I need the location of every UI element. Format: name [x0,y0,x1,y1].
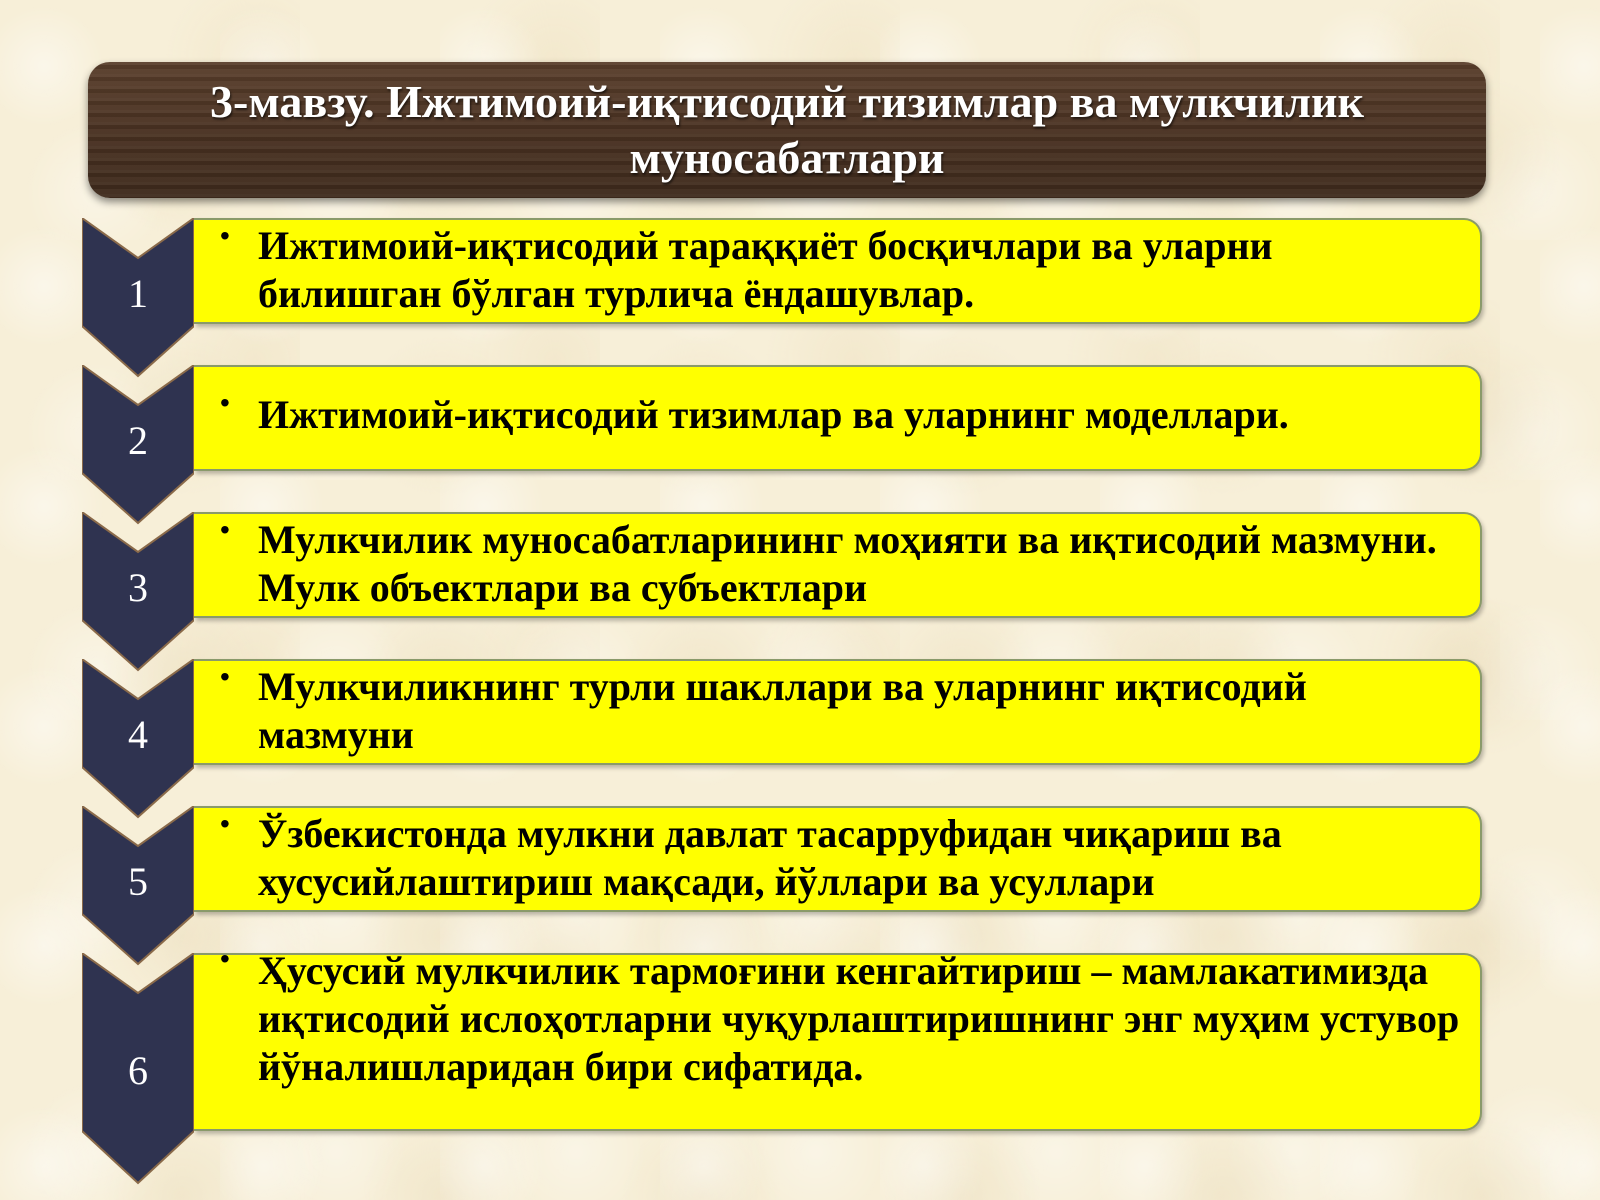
topic-box-4 [194,659,1482,765]
topic-box-6 [194,943,1482,1131]
item-number: 5 [128,859,148,904]
bullet-icon: • [220,387,230,418]
item-number: 6 [128,1048,148,1093]
topic-text: Ҳусусий мулкчилик тармоғини кенгайтириш – мамлакатимизда иқтисодий ислоҳотларни чуқурлаштиришнинг энг муҳим устувор йўналишларидан бири сифатида. [258,948,1460,1089]
title-bar [88,62,1486,198]
chevron-5 [82,806,194,966]
topic-box-1 [194,218,1482,324]
topic-box-2 [194,365,1482,471]
topic-text: Мулкчиликнинг турли шакллари ва уларнинг иқтисодий мазмуни [258,664,1307,757]
item-number: 2 [128,418,148,463]
bullet-icon: • [220,220,230,251]
bullet-icon: • [220,661,230,692]
chevron-4 [82,659,194,819]
topic-text: Ижтимоий-иқтисодий тараққиёт босқичлари ва уларни билишган бўлган турлича ёндашувлар. [258,223,1273,316]
topic-text: Мулкчилик муносабатларининг моҳияти ва иқтисодий мазмуни. Мулк объектлари ва субъектлари [258,517,1437,610]
topic-text: Ижтимоий-иқтисодий тизимлар ва уларнинг моделлари. [258,392,1289,437]
slide-title: 3-мавзу. Ижтимоий-иқтисодий тизимлар ва мулкчилик муносабатлари [210,76,1364,183]
chevron-1 [82,218,194,378]
item-number: 1 [128,271,148,316]
chevron-6 [82,953,194,1185]
chevron-3 [82,512,194,672]
topic-text: Ўзбекистонда мулкни давлат тасарруфидан чиқариш ва хусусийлаштириш мақсади, йўллари ва усуллари [258,811,1282,904]
bullet-icon: • [220,943,230,974]
topic-box-5 [194,806,1482,912]
bullet-icon: • [220,808,230,839]
item-number: 4 [128,712,148,757]
bullet-icon: • [220,514,230,545]
item-number: 3 [128,565,148,610]
chevron-2 [82,365,194,525]
topic-box-3 [194,512,1482,618]
